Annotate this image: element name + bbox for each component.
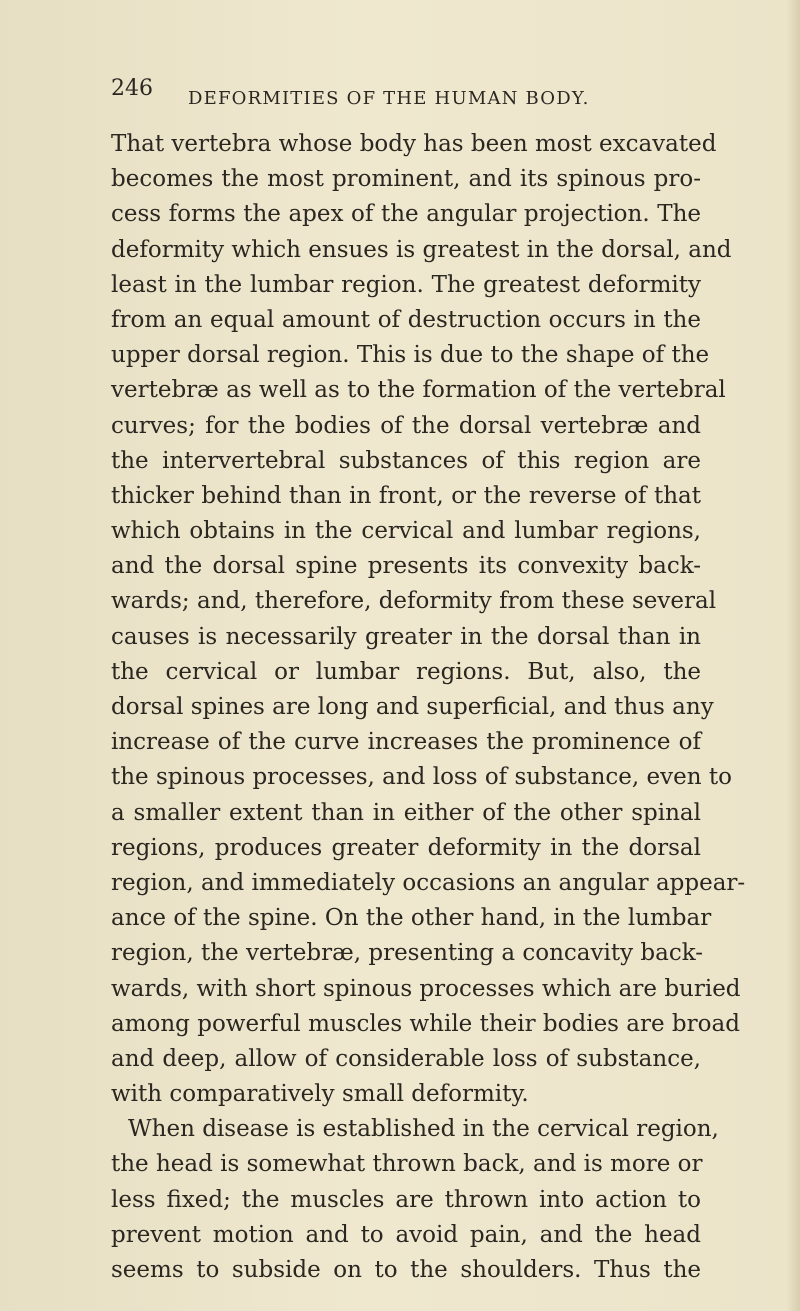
text-line: thicker behind than in front, or the reverse of that: [111, 482, 701, 509]
text-line: the intervertebral substances of this region are: [111, 447, 701, 474]
text-line: the spinous processes, and loss of substance, even to: [111, 764, 732, 791]
text-line: less fixed; the muscles are thrown into action to: [111, 1186, 701, 1213]
text-line-paragraph-start: When disease is established in the cervical region,: [128, 1116, 719, 1143]
text-line: and deep, allow of considerable loss of substance,: [111, 1045, 701, 1072]
text-line: increase of the curve increases the prominence of: [111, 729, 701, 756]
text-line: region, and immediately occasions an angular appear-: [111, 869, 746, 896]
text-line: dorsal spines are long and superficial, and thus any: [111, 694, 714, 720]
text-line: from an equal amount of destruction occurs in the: [111, 306, 701, 333]
text-line: wards, with short spinous processes which are buried: [111, 975, 741, 1002]
text-line: least in the lumbar region. The greatest deformity: [111, 271, 701, 298]
text-line: seems to subside on to the shoulders. Thus the: [111, 1257, 701, 1283]
text-line: and the dorsal spine presents its convexity back-: [111, 553, 701, 580]
text-line: upper dorsal region. This is due to the shape of the: [111, 342, 710, 369]
text-line: regions, produces greater deformity in the dorsal: [111, 834, 701, 861]
text-line: prevent motion and to avoid pain, and the head: [111, 1221, 701, 1248]
text-line: becomes the most prominent, and its spinous pro-: [111, 166, 701, 193]
text-line: which obtains in the cervical and lumbar regions,: [111, 518, 701, 545]
page-edge-shadow: [786, 0, 800, 1311]
text-line: a smaller extent than in either of the other spinal: [111, 799, 701, 826]
text-line: causes is necessarily greater in the dorsal than in: [111, 623, 701, 650]
text-line: curves; for the bodies of the dorsal vertebræ and: [111, 412, 701, 439]
text-line: ance of the spine. On the other hand, in the lumbar: [111, 905, 712, 932]
text-line: deformity which ensues is greatest in the dorsal, and: [111, 236, 732, 263]
page-number: 246: [111, 76, 153, 101]
text-line: the cervical or lumbar regions. But, also, the: [111, 658, 701, 685]
text-line: cess forms the apex of the angular projection. The: [111, 201, 701, 228]
running-head: DEFORMITIES OF THE HUMAN BODY.: [188, 88, 590, 109]
body-text: [111, 127, 746, 1288]
text-line-paragraph-end: with comparatively small deformity.: [111, 1081, 529, 1108]
text-line: That vertebra whose body has been most excavated: [111, 131, 717, 157]
text-line: wards; and, therefore, deformity from these several: [111, 588, 717, 615]
text-line: the head is somewhat thrown back, and is more or: [111, 1151, 703, 1178]
text-line: among powerful muscles while their bodies are broad: [111, 1010, 740, 1037]
text-line: region, the vertebræ, presenting a concavity back-: [111, 940, 704, 967]
text-line: vertebræ as well as to the formation of the vertebral: [111, 377, 726, 404]
